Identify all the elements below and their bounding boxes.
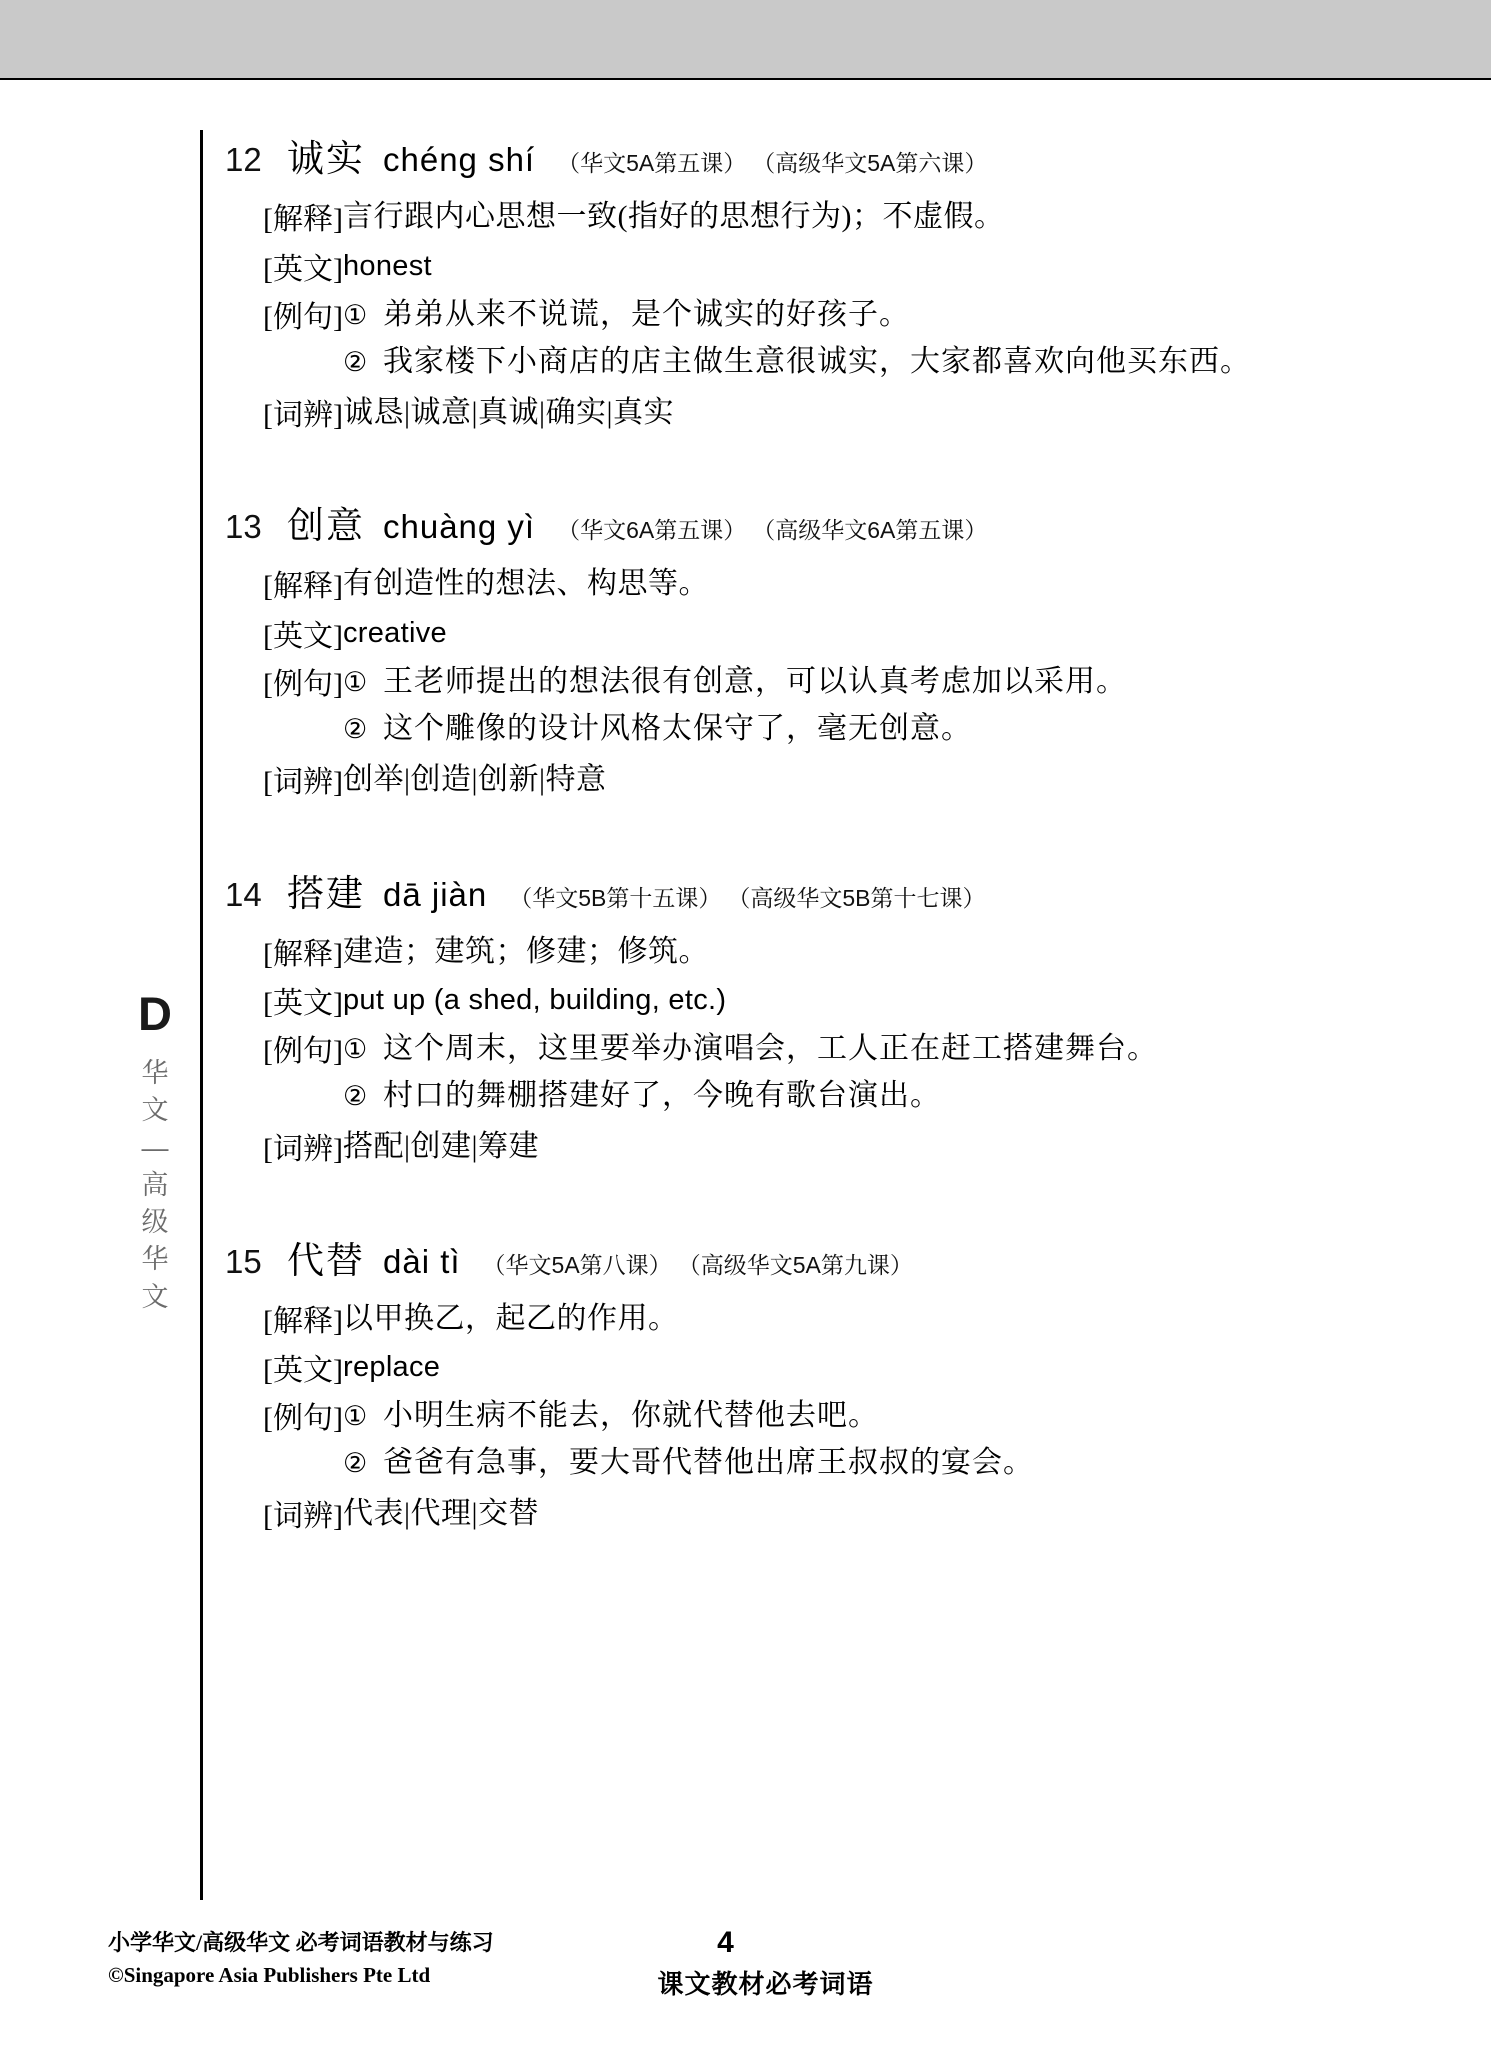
entry-source: （华文5A第五课） — [557, 150, 747, 176]
entry-examples-row — [225, 1026, 1405, 1120]
page-number: 4 — [717, 1926, 734, 1959]
entry-english-row — [225, 611, 1405, 655]
entry-heading — [225, 863, 1405, 917]
label-explanation: [解释] — [263, 1304, 343, 1338]
label-explanation: [解释] — [263, 570, 343, 604]
label-examples: [例句] — [263, 300, 343, 334]
entry-synonyms: 诚恳|诚意|真诚|确实|真实 — [343, 395, 675, 429]
entry-word: 搭建 — [287, 872, 365, 914]
label-explanation: [解释] — [263, 203, 343, 236]
entry-explanation: 以甲换乙，起乙的作用。 — [343, 1301, 679, 1335]
entry-word: 诚实 — [287, 138, 365, 179]
section-tab-char: 高 — [141, 1169, 169, 1200]
entry-examples-row — [225, 292, 1405, 386]
entry-source: （华文6A第五课） — [557, 517, 747, 544]
entry-explanation-row — [225, 561, 1405, 607]
entry-source: （高级华文5A第九课） — [677, 1251, 913, 1278]
example-text: 这个雕像的设计风格太保守了，毫无创意。 — [383, 711, 972, 745]
entry-explanation: 言行跟内心思想一致(指好的思想行为)；不虚假。 — [343, 200, 1005, 233]
label-english: [英文] — [263, 619, 343, 653]
example-text: 村口的舞棚搭建好了，今晚有歌台演出。 — [383, 1079, 941, 1113]
entry-examples — [343, 659, 1405, 753]
entry-english: put up (a shed, building, etc.) — [343, 984, 727, 1017]
example-text: 弟弟从来不说谎，是个诚实的好孩子。 — [383, 297, 910, 331]
entry-english: replace — [343, 1351, 441, 1384]
label-synonyms: [词辨] — [263, 1133, 343, 1167]
entry-number: 12 — [225, 141, 262, 178]
entry-explanation: 建造；建筑；修建；修筑。 — [343, 934, 709, 968]
entry-source: （高级华文5A第六课） — [752, 150, 988, 176]
entry-heading — [225, 1230, 1405, 1284]
example-marker: ① — [343, 1034, 368, 1065]
label-examples: [例句] — [263, 1402, 343, 1436]
entry-english-row — [225, 244, 1405, 288]
entry-synonyms-row — [225, 757, 1405, 803]
example-item — [343, 1026, 1405, 1071]
example-item — [343, 1073, 1405, 1118]
page-footer — [0, 1926, 1491, 2006]
entry-source: （华文5A第八课） — [482, 1251, 672, 1278]
entry-heading — [225, 495, 1405, 549]
vertical-rule — [200, 130, 203, 1900]
example-item — [343, 1440, 1405, 1485]
example-item — [343, 659, 1405, 704]
example-text: 爸爸有急事，要大哥代替他出席王叔叔的宴会。 — [383, 1446, 1034, 1480]
entry-english-row — [225, 1345, 1405, 1389]
label-explanation: [解释] — [263, 937, 343, 971]
label-english: [英文] — [263, 987, 343, 1021]
entry-word: 代替 — [287, 1239, 365, 1281]
entry-examples-row — [225, 659, 1405, 753]
entry-source: （华文5B第十五课） — [509, 884, 722, 911]
entry-pinyin: dài tì — [383, 1242, 461, 1280]
entry-synonyms: 创举|创造|创新|特意 — [343, 762, 607, 796]
section-tab-char: 文 — [141, 1281, 169, 1312]
entry-examples — [343, 292, 1405, 386]
footer-section-title: 课文教材必考词语 — [657, 1970, 874, 1999]
section-tab-char: — — [141, 1132, 169, 1163]
entry-source: （高级华文6A第五课） — [752, 517, 988, 544]
example-marker: ② — [343, 713, 368, 744]
entry-synonyms-row — [225, 1491, 1405, 1537]
entry-number: 14 — [225, 875, 262, 913]
example-marker: ① — [343, 299, 368, 330]
entry-synonyms-row — [225, 390, 1405, 436]
entries-list — [225, 128, 1405, 1597]
vocabulary-entry — [225, 495, 1405, 802]
section-tab-vertical-label — [120, 1055, 190, 1316]
example-text: 王老师提出的想法很有创意，可以认真考虑加以采用。 — [383, 664, 1127, 698]
section-tab-letter: D — [138, 987, 172, 1040]
label-examples: [例句] — [263, 667, 343, 701]
vocabulary-entry — [225, 128, 1405, 435]
label-examples: [例句] — [263, 1035, 343, 1069]
section-tab-char: 文 — [141, 1095, 169, 1126]
entry-heading — [225, 128, 1405, 182]
entry-synonyms-row — [225, 1124, 1405, 1170]
footer-book-title: 小学华文/高级华文 必考词语教材与练习 — [108, 1930, 494, 1955]
example-item — [343, 292, 1405, 337]
label-synonyms: [词辨] — [263, 1500, 343, 1534]
example-item — [343, 1393, 1405, 1438]
section-tab-char: 华 — [141, 1244, 169, 1275]
example-text: 小明生病不能去，你就代替他去吧。 — [383, 1399, 879, 1433]
footer-copyright: ©Singapore Asia Publishers Pte Ltd — [108, 1963, 431, 1987]
page-header-band — [0, 0, 1491, 80]
section-tab-char: 级 — [141, 1207, 169, 1237]
example-marker: ② — [343, 1448, 368, 1479]
label-synonyms: [词辨] — [263, 398, 343, 432]
entry-explanation-row — [225, 929, 1405, 975]
entry-synonyms: 搭配|创建|筹建 — [343, 1130, 540, 1164]
entry-examples — [343, 1393, 1405, 1487]
entry-examples — [343, 1026, 1405, 1120]
entry-pinyin: chuàng yì — [383, 508, 536, 546]
entry-explanation-row — [225, 1296, 1405, 1342]
vocabulary-entry — [225, 1230, 1405, 1537]
footer-center — [0, 1926, 1491, 2001]
entry-explanation: 有创造性的想法、构思等。 — [343, 567, 709, 601]
entry-pinyin: chéng shí — [383, 141, 536, 178]
section-tab-char: 华 — [141, 1058, 169, 1088]
entry-number: 15 — [225, 1242, 262, 1280]
entry-source: （高级华文5B第十七课） — [727, 884, 986, 911]
entry-number: 13 — [225, 508, 262, 546]
example-item — [343, 706, 1405, 751]
label-synonyms: [词辨] — [263, 765, 343, 799]
example-marker: ① — [343, 1401, 368, 1432]
example-marker: ② — [343, 1081, 368, 1112]
label-english: [英文] — [263, 252, 343, 286]
entry-examples-row — [225, 1393, 1405, 1487]
vocabulary-entry — [225, 863, 1405, 1170]
entry-english: honest — [343, 249, 432, 282]
entry-explanation-row — [225, 194, 1405, 240]
entry-word: 创意 — [287, 505, 365, 547]
section-tab — [120, 987, 190, 1316]
example-item — [343, 339, 1405, 384]
example-marker: ② — [343, 346, 368, 377]
entry-pinyin: dā jiàn — [383, 875, 488, 913]
example-text: 我家楼下小商店的店主做生意很诚实，大家都喜欢向他买东西。 — [383, 344, 1251, 378]
label-english: [英文] — [263, 1354, 343, 1388]
example-text: 这个周末，这里要举办演唱会，工人正在赶工搭建舞台。 — [383, 1032, 1158, 1066]
entry-synonyms: 代表|代理|交替 — [343, 1497, 540, 1531]
example-marker: ① — [343, 666, 368, 697]
entry-english-row — [225, 978, 1405, 1022]
entry-english: creative — [343, 616, 447, 649]
